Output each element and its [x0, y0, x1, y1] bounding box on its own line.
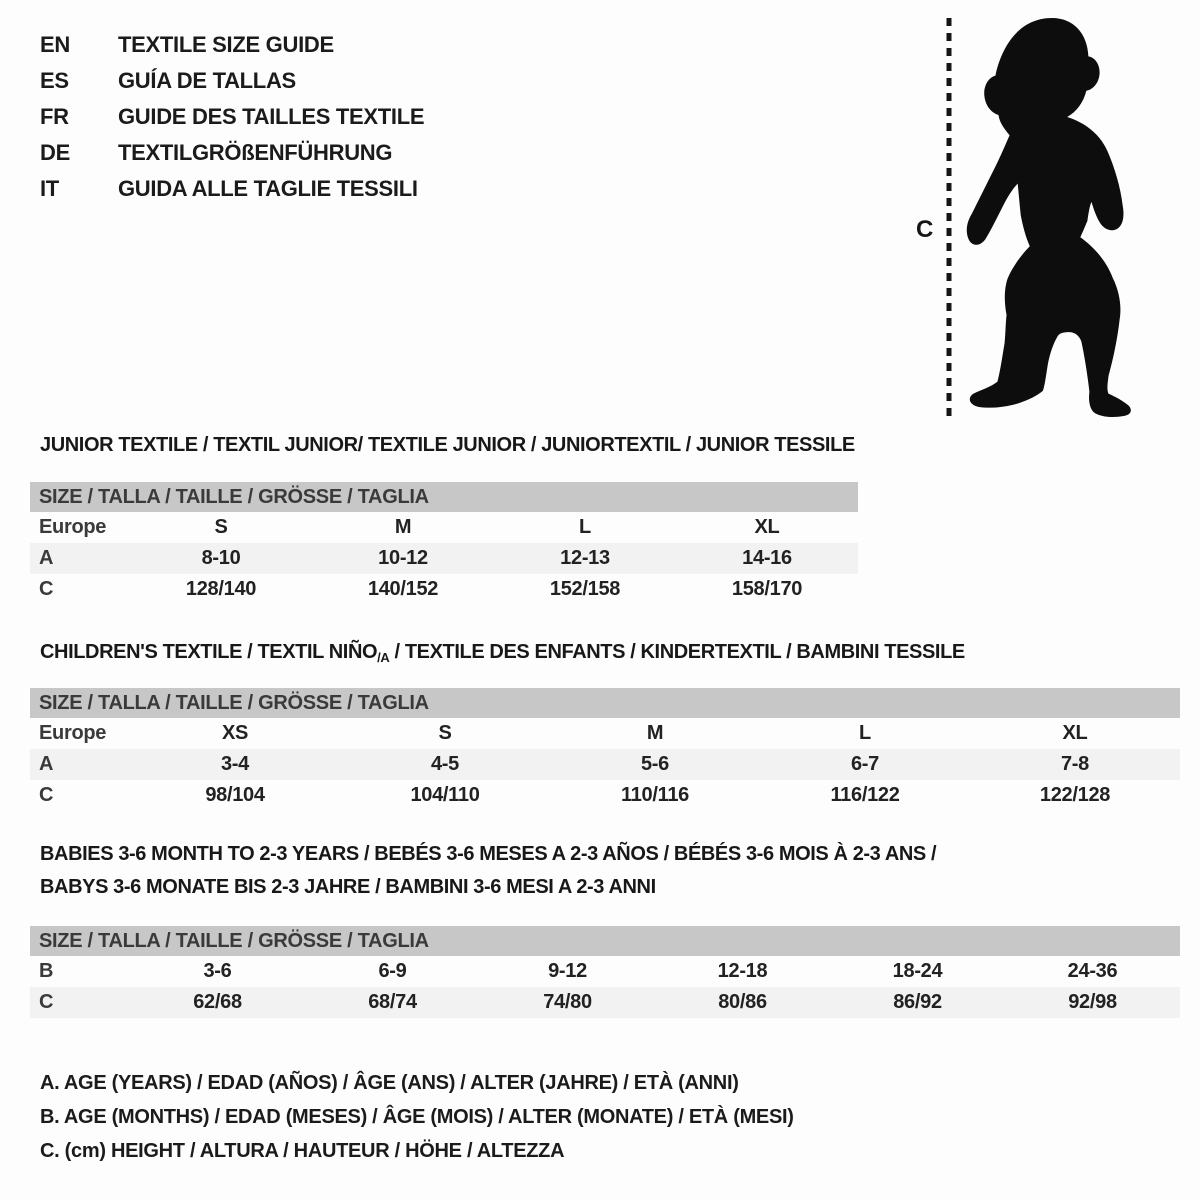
junior-section-title: JUNIOR TEXTILE / TEXTIL JUNIOR/ TEXTILE JUNIOR / JUNIORTEXTIL / JUNIOR TESSILE: [40, 434, 855, 456]
children-table-rows: [30, 718, 1180, 811]
language-code: IT: [40, 176, 59, 201]
babies-section-title-line2: BABYS 3-6 MONATE BIS 2-3 JAHRE / BAMBINI 3-6 MESI A 2-3 ANNI: [40, 876, 656, 898]
size-table-header: SIZE / TALLA / TAILLE / GRÖSSE / TAGLIA: [30, 482, 858, 512]
table-cell: XS: [221, 722, 249, 744]
table-cell: 6-9: [378, 960, 407, 982]
table-row: [30, 512, 858, 543]
table-cell: 3-6: [203, 960, 232, 982]
table-row: [30, 749, 1180, 780]
table-cell: 14-16: [742, 547, 792, 569]
children-title-subscript: /A: [377, 650, 390, 665]
language-code: ES: [40, 68, 69, 93]
language-code: EN: [40, 32, 70, 57]
row-label: A: [39, 753, 54, 775]
guide-title-de: TEXTILGRÖßENFÜHRUNG: [118, 140, 393, 165]
table-row: [30, 543, 858, 574]
row-label: B: [39, 960, 54, 982]
table-cell: 158/170: [731, 578, 803, 600]
table-cell: S: [214, 516, 228, 538]
children-title-suffix: / TEXTILE DES ENFANTS / KINDERTEXTIL / BAMBINI TESSILE: [389, 641, 965, 663]
legend-line-a: A. AGE (YEARS) / EDAD (AÑOS) / ÂGE (ANS) / ALTER (JAHRE) / ETÀ (ANNI): [40, 1072, 739, 1094]
table-row: [30, 574, 858, 605]
table-cell: XL: [1062, 722, 1088, 744]
table-cell: 12-18: [717, 960, 768, 982]
table-cell: 4-5: [430, 753, 459, 775]
children-section-title: [40, 641, 965, 664]
table-cell: M: [394, 516, 412, 538]
babies-size-table: [30, 926, 1180, 1018]
guide-title-fr: GUIDE DES TAILLES TEXTILE: [118, 104, 425, 129]
table-cell: 110/116: [621, 784, 689, 806]
language-row-en: [40, 27, 424, 63]
babies-table-rows: [30, 956, 1180, 1018]
table-cell: L: [859, 722, 871, 744]
table-row: [30, 956, 1180, 987]
table-cell: 86/92: [893, 991, 942, 1013]
table-cell: 140/152: [367, 578, 439, 600]
legend-line-c: C. (cm) HEIGHT / ALTURA / HAUTEUR / HÖHE / ALTEZZA: [40, 1140, 565, 1162]
legend-line-b: B. AGE (MONTHS) / EDAD (MESES) / ÂGE (MOIS) / ALTER (MONATE) / ETÀ (MESI): [40, 1106, 794, 1128]
children-size-table: [30, 688, 1180, 811]
table-cell: 116/122: [830, 784, 900, 806]
table-cell: 74/80: [543, 991, 592, 1013]
babies-section-title-line1: BABIES 3-6 MONTH TO 2-3 YEARS / BEBÉS 3-6 MESES A 2-3 AÑOS / BÉBÉS 3-6 MOIS À 2-3 ANS /: [40, 843, 937, 865]
table-cell: 152/158: [549, 578, 621, 600]
table-cell: 8-10: [201, 547, 241, 569]
table-row: [30, 718, 1180, 749]
row-label: C: [39, 991, 54, 1013]
table-cell: 128/140: [185, 578, 257, 600]
measurement-legend: [40, 1066, 794, 1168]
table-cell: 18-24: [892, 960, 943, 982]
size-table-header: SIZE / TALLA / TAILLE / GRÖSSE / TAGLIA: [30, 688, 1180, 718]
language-code: FR: [40, 104, 69, 129]
table-cell: 104/110: [410, 784, 480, 806]
table-cell: 98/104: [205, 784, 265, 806]
row-label: A: [39, 547, 54, 569]
table-cell: 5-6: [640, 753, 669, 775]
toddler-silhouette-icon: [962, 14, 1138, 418]
table-cell: 80/86: [718, 991, 767, 1013]
table-cell: 7-8: [1060, 753, 1089, 775]
table-row: [30, 780, 1180, 811]
language-code: DE: [40, 140, 70, 165]
language-title-list: [40, 27, 424, 207]
row-label: C: [39, 578, 54, 600]
table-cell: 9-12: [548, 960, 587, 982]
table-row: [30, 987, 1180, 1018]
height-measure-label: C: [916, 216, 934, 243]
language-row-it: [40, 171, 424, 207]
table-cell: 3-4: [220, 753, 249, 775]
table-cell: 10-12: [378, 547, 428, 569]
table-cell: 68/74: [368, 991, 417, 1013]
junior-size-table: [30, 482, 858, 605]
junior-table-rows: [30, 512, 858, 605]
table-cell: 92/98: [1068, 991, 1117, 1013]
row-label: Europe: [39, 516, 107, 538]
table-cell: 122/128: [1039, 784, 1111, 806]
table-cell: 6-7: [850, 753, 879, 775]
children-title-prefix: CHILDREN'S TEXTILE / TEXTIL NIÑO: [40, 641, 378, 663]
table-cell: 62/68: [193, 991, 242, 1013]
guide-title-es: GUÍA DE TALLAS: [118, 68, 296, 93]
table-cell: M: [646, 722, 664, 744]
table-cell: L: [579, 516, 591, 538]
guide-title-it: GUIDA ALLE TAGLIE TESSILI: [118, 176, 418, 201]
language-row-de: [40, 135, 424, 171]
table-cell: 12-13: [560, 547, 610, 569]
height-measure-dashed-line: [944, 16, 954, 418]
table-cell: S: [438, 722, 452, 744]
language-row-es: [40, 63, 424, 99]
table-cell: 24-36: [1067, 960, 1118, 982]
row-label: C: [39, 784, 54, 806]
guide-title-en: TEXTILE SIZE GUIDE: [118, 32, 334, 57]
row-label: Europe: [39, 722, 107, 744]
language-row-fr: [40, 99, 424, 135]
size-table-header: SIZE / TALLA / TAILLE / GRÖSSE / TAGLIA: [30, 926, 1180, 956]
table-cell: XL: [754, 516, 780, 538]
